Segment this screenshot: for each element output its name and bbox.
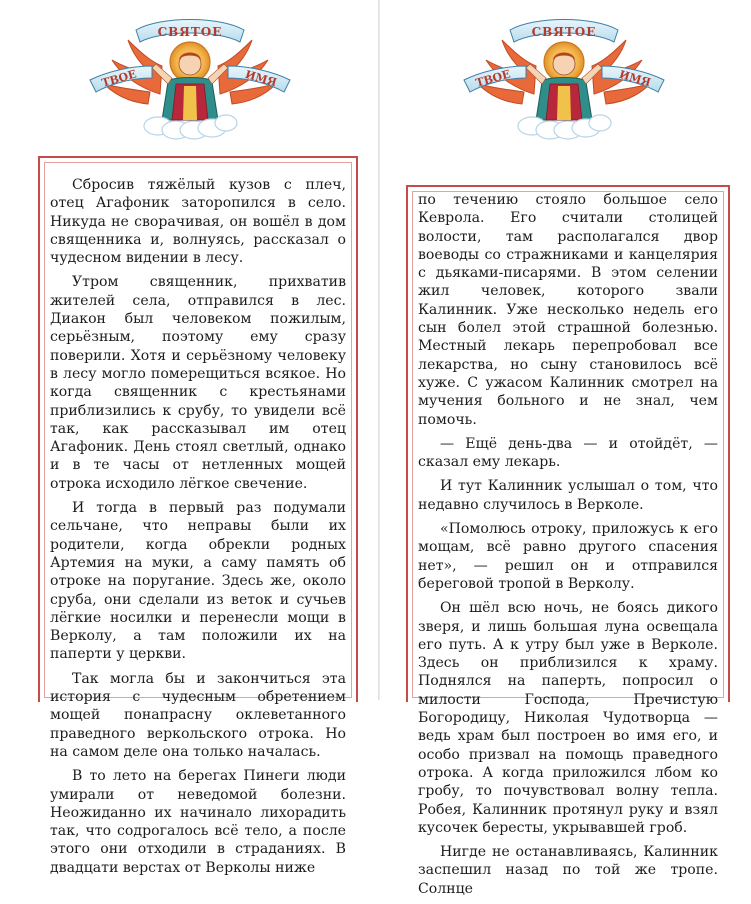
right-text-column: [418, 191, 718, 904]
left-page: [0, 0, 380, 876]
paragraph: И тогда в первый раз подумали сельчане, что неправы были их родители, когда обрекли родных Артемия на муки, а саму память об отроке на поругание. Здесь же, около сруба, они сделали из веток и сучьев лёгкие носилки и перенесли мощи в Верколу, а там положили их на паперти у церкви.: [50, 500, 346, 663]
text-frame-right: [406, 185, 730, 897]
angel-illustration: [414, 2, 714, 150]
paragraph: по течению стояло большое село Кеврола. Его считали столицей волости, там располагался двор воеводы со стражниками и канцелярия с дьяками-писарями. В этом селении жил человек, которого звали Калинник. Уже несколько недель его сын болел этой страшной болезнью. Местный лекарь перепробовал все лекарства, но сыну становилось всё хуже. С ужасом Калинник смотрел на мучения больного и не знал, чем помочь.: [418, 192, 718, 428]
banner-word-right: ИМЯ: [617, 67, 653, 90]
left-text-column: [50, 176, 346, 883]
paragraph: Он шёл всю ночь, не боясь дикого зверя, и лишь большая луна освещала его путь. А к утру был уже в Верколе. Здесь он приблизился к храму. Поднялся на паперть, попросил о милости Господа, Пречистую Богородицу, Николая Чудотворца — ведь храм был построен во имя его, и особо призвал на помощь праведного отрока. А когда приложился лбом ко гробу, то почувствовал волну тепла. Робея, Калинник протянул руку и взял кусочек бересты, укрывавшей гроб.: [418, 600, 718, 836]
paragraph: И тут Калинник услышал о том, что недавно случилось в Верколе.: [418, 478, 718, 513]
angel-illustration: [40, 2, 340, 150]
paragraph: Так могла бы и закончиться эта история с чудесным обретением мощей понапрасну оклеветанного праведного веркольского отрока. Но на самом деле она только началась.: [50, 670, 346, 760]
paragraph: Нигде не останавливаясь, Калинник заспешил назад по той же тропе. Солнце: [418, 844, 718, 897]
paragraph: «Помолюсь отроку, приложусь к его мощам, всё равно другого спасения нет», — решил он и отправился береговой тропой в Верколу.: [418, 521, 718, 592]
right-page: [380, 0, 751, 897]
paragraph: — Ещё день-два — и отойдёт, — сказал ему лекарь.: [418, 435, 718, 471]
text-frame-left: [38, 156, 358, 876]
banner-word-right: ИМЯ: [243, 67, 279, 90]
banner-word-top: СВЯТОЕ: [531, 25, 597, 39]
paragraph: Утром священник, прихватив жителей села, отправился в лес. Диакон был человеком пожилым, серьёзным, поэтому ему сразу поверили. Хотя и серьёзному человеку в лесу могло померещиться всякое. Но когда священник с крестьянами приблизились к срубу, то увидели всё так, как рассказывал им отец Агафоник. День стоял светлый, однако и в те часы от нетленных мощей отрока исходило лёгкое свечение.: [50, 274, 346, 492]
banner-word-left: ТВОЕ: [100, 67, 138, 90]
banner-word-left: ТВОЕ: [474, 67, 512, 90]
paragraph: В то лето на берегах Пинеги люди умирали от неведомой болезни. Неожиданно их начинало лихорадить так, что содрогалось всё тело, а после этого они отходили в страданиях. В двадцати верстах от Верколы ниже: [50, 768, 346, 876]
banner-word-top: СВЯТОЕ: [157, 25, 223, 39]
paragraph: Сбросив тяжёлый кузов с плеч, отец Агафоник заторопился в село. Никуда не сворачивая, он вошёл в дом священника и, волнуясь, рассказал о чудесном видении в лесу.: [50, 177, 346, 267]
